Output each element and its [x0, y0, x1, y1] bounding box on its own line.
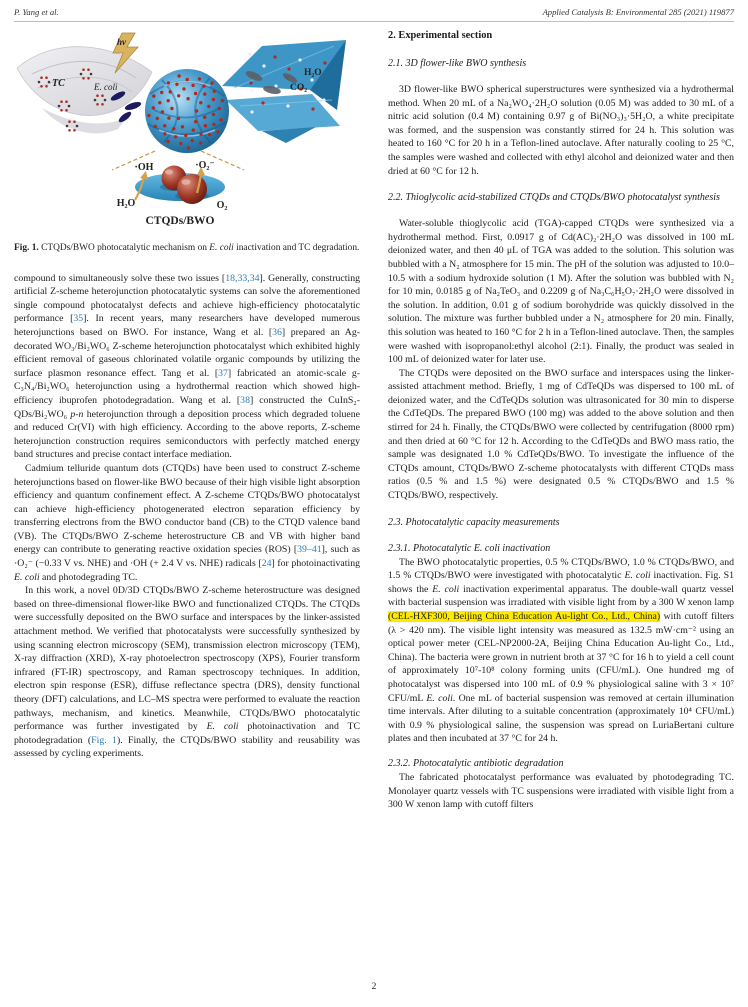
- paragraph: The fabricated photocatalyst performance was evaluated by photodegrading TC. Monolayer quartz vessels with TC suspensions were irradiated with visible light from a 300 W xenon lamp with cutoff filters: [388, 771, 734, 811]
- header-divider: [14, 21, 734, 22]
- citation-link[interactable]: 35: [73, 313, 84, 325]
- citation-link[interactable]: 37: [218, 367, 228, 379]
- label-hv: hν: [117, 37, 126, 47]
- ctqd-sphere-large: [177, 174, 207, 204]
- subsection-heading-2-3-1: 2.3.1. Photocatalytic E. coli inactivation: [388, 542, 551, 554]
- journal-reference: Applied Catalysis B: Environmental 285 (2021) 119877: [542, 7, 734, 17]
- label-product: CTQDs/BWO: [145, 215, 215, 227]
- figure-1-graphic: [14, 30, 360, 230]
- paragraph: 3D flower-like BWO spherical superstructures were synthesized via a hydrothermal method. When 20 mL of a Na₂WO₄·2H₂O solution (0.05 M) was added to 30 mL of a nitric acid solution (0.4 M) containing 0.97 g of Bi(NO₃)₃·5H₂O, a white precipitate was formed, and the suspension was constantly stirred for 24 h. This solution was heated to 160 °C for 20 h in a Teflon-lined autoclave. After naturally cooling to 25 °C, the samples were washed and collected with ethyl alcohol and deionized water and then dried at 60 °C for 12 h.: [388, 84, 734, 177]
- citation-link[interactable]: 24: [261, 558, 272, 570]
- subsection-heading-2-3: 2.3. Photocatalytic capacity measurements: [388, 516, 560, 528]
- subsection-heading-2-3-2: 2.3.2. Photocatalytic antibiotic degradation: [388, 757, 564, 769]
- label-tc: TC: [52, 78, 65, 89]
- subsection-heading-2-1: 2.1. 3D flower-like BWO synthesis: [388, 58, 527, 69]
- running-author: P. Yang et al.: [14, 7, 59, 17]
- figure-1-caption: Fig. 1. CTQDs/BWO photocatalytic mechanism on E. coli inactivation and TC degradation.: [14, 243, 360, 253]
- subsection-heading-2-2: 2.2. Thioglycolic acid-stabilized CTQDs and CTQDs/BWO photocatalyst synthesis: [388, 192, 720, 204]
- page-header: [14, 7, 734, 17]
- citation-link[interactable]: 38: [240, 394, 250, 406]
- co2-h2o-wing: [222, 40, 346, 143]
- paragraph: Cadmium telluride quantum dots (CTQDs) have been used to construct Z-scheme heterojunctions based on flower-like BWO because of their high visible light absorption efficiency and quantum confinement effect. A Z-scheme CTQDs/BWO photocatalyst can achieve high-efficiency photogenerated electron separation efficiency by transferring electrons from the BWO conductor band (CB) to the CTQD valence band (VB). The CTQDs/BWO Z-scheme heterostructure CB and VB with higher band energy can contribute to generating reactive oxidation species (ROS) [39–41], such as ·O₂⁻ (−0.33 V vs. NHE) and ·OH (+ 2.4 V vs. NHE) radicals [24] for photoinactivating E. coli and photodegrading TC.: [14, 462, 360, 583]
- page-number: 2: [371, 982, 377, 992]
- sphere-specular: [182, 179, 191, 185]
- figure-1: [14, 30, 360, 235]
- citation-link[interactable]: Fig. 1: [91, 734, 117, 746]
- citation-link[interactable]: 18,33,34: [225, 272, 260, 284]
- paragraph: The BWO photocatalytic properties, 0.5 % CTQDs/BWO, 1.0 % CTQDs/BWO, and 1.5 % CTQDs/BWO were investigated with photocatalytic E. coli inactivation. Fig. S1 shows the E. coli inactivation experimental apparatus. The double-wall quartz vessel with bacterial suspension was irradiated with visible light from by a 300 W xenon lamp (CEL-HXF300, Beijing China Education Au-light Co., Ltd., China) with cutoff filters (λ > 420 nm). The visible light intensity was measured as 132.5 mW·cm⁻² using an optical power meter (CEL-NP2000-2A, Beijing China Education Au-light Co., Ltd., China). The bacteria were grown in nutrient broth at 37 °C for 16 h to yield a cell count of approximately 10⁷-10⁸ colony forming units (CFU/mL). One hundred mg of photocatalyst was dispersed into 100 mL of 0.9 % physiological saline with 3 × 10⁷ CFU/mL E. coli. One mL of bacterial suspension was removed at certain illumination time intervals. After diluting to a suitable concentration (approximately 10⁴ CFU/mL) with 0.9 % physiological saline, the suspension was spread on LuriaBertani culture plates and then incubated at 37 °C for 24 h.: [388, 556, 734, 745]
- paragraph: compound to simultaneously solve these two issues [18,33,34]. Generally, constructing artificial Z-scheme heterojunction photocatalytic systems can solve the aforementioned single compound photocatalyst defects and achieve high-efficiency photocatalytic performance [35]. In recent years, many researchers have developed numerous heterojunctions based on BWO. For instance, Wang et al. [36] prepared an Ag-decorated WO₃/Bi₂WO₆ Z-scheme heterojunction photocatalyst which exhibited highly efficient removal of gaseous chlorinated volatile organic compounds by utilizing the surface plasmon resonance effect. Tang et al. [37] fabricated an atomic-scale g-C₃N₄/Bi₂WO₆ heterojunction using a hydrothermal reaction which showed high-efficiency ibuprofen photodegradation. Wang et al. [38] constructed the CuInS₂-QDs/Bi₂WO₆ p-n heterojunction through a deposition process which degraded toluene and reduced Cr(VI) with high efficiency. According to the above reports, Z-scheme heterojunction construction requires semiconductors with perfectly matched energy band structures and precise contact interface mediation.: [14, 272, 361, 461]
- label-oh-radical: ·OH: [134, 162, 154, 173]
- citation-link[interactable]: 39–41: [297, 544, 322, 556]
- label-h2o-bottom: H₂O: [116, 198, 136, 209]
- label-o2: O₂: [216, 200, 228, 211]
- label-superoxide: ·O₂⁻: [195, 160, 215, 171]
- label-ecoli: E. coli: [94, 82, 118, 92]
- label-co2: CO₂: [290, 83, 308, 93]
- label-h2o-top: H₂O: [304, 68, 322, 78]
- left-column: [14, 30, 360, 761]
- paragraph: Water-soluble thioglycolic acid (TGA)-capped CTQDs were synthesized via a hydrothermal method. First, 0.0917 g of Cd(AC)₂·2H₂O was dissolved in 100 mL deionized water, and then 40 μL of TGA was added to the solution. This solution was bubbled with a N₂ atmosphere for 15 min. The pH of the solution was adjusted to 10.0–10.5 with a sodium hydroxide solution (1 M). After the solution was bubbled with N₂ for 10 min, 0.0185 g of Na₂TeO₃ and 0.2209 g of Na₃C₆H₅O₇·2H₂O were dissolved in the solution. In addition, 0.01 g of sodium borohydride was quickly dissolved in the solution. The mixture was further bubbled under a N₂ atmosphere for 20 min. Finally, this solution was heated to 160 °C for 2 h in a Teflon-lined autoclave. Then, the samples were washed with isopropanol:ethyl alcohol (2:1). Finally, the product was sealed in 100 mL of deionized water for later use.: [388, 218, 734, 366]
- sphere-specular: [165, 170, 173, 175]
- highlighted-text: (CEL-HXF300, Beijing China Education Au-light Co., Ltd., China): [388, 611, 661, 622]
- paragraph: The CTQDs were deposited on the BWO surface and interspaces using the linker-assisted attachment method. Briefly, 1 mg of CdTeQDs was dispersed to 100 mL of deionized water, and the CdTeQDs solution was ultrasonicated for 30 min to disperse the CdTeQDs. The prepared BWO (100 mg) was added to the above solution and then stirred for 24 h. Finally, the CTQDs/BWO were collected by centrifugation (8000 rpm) and then dried at 60 °C for 12 h. According to the CdTeQDs and BWO mass ratio, the sample was designated 1.0 % CdTeQDs/BWO. To investigate the influence of the CTQDs amount, CTQDs/BWO Z-scheme photocatalysts with different CTQDs mass ratios (0.5 % and 1.5 %) were designated 0.5 % CTQDs/BWO and 1.5 % CTQDs/BWO, respectively.: [388, 367, 734, 502]
- section-heading-experimental: 2. Experimental section: [388, 30, 493, 41]
- page-footer: [0, 982, 748, 992]
- right-column: [388, 30, 734, 812]
- citation-link[interactable]: 36: [272, 326, 282, 338]
- paragraph: In this work, a novel 0D/3D CTQDs/BWO Z-scheme heterostructure was designed based on three-dimensional flower-like BWO and functionalized CTQDs. The CTQDs were successfully deposited on the BWO surface and interspaces by the linker-assisted attachment method. We verified that photocatalysts were successfully synthesized by using scanning electron microscopy (SEM), transmission electron microscopy (TEM), X-ray diffraction (XRD), X-ray photoelectron spectroscopy (XPS), Fourier transform infrared (FT-IR) spectroscopy, and Raman spectroscopy techniques. In addition, electron spin response (ESR), diffuse reflectance spectra (DRS), density functional theory (DFT) calculations, and LC–MS spectra were performed to evaluate the reaction pathways, mechanism, and kinetics. Meanwhile, CTQDs/BWO photocatalytic performance was further investigated by E. coli photoinactivation and TC photodegradation (Fig. 1). Finally, the CTQDs/BWO stability and reusability was assessed by cycling experiments.: [14, 585, 360, 760]
